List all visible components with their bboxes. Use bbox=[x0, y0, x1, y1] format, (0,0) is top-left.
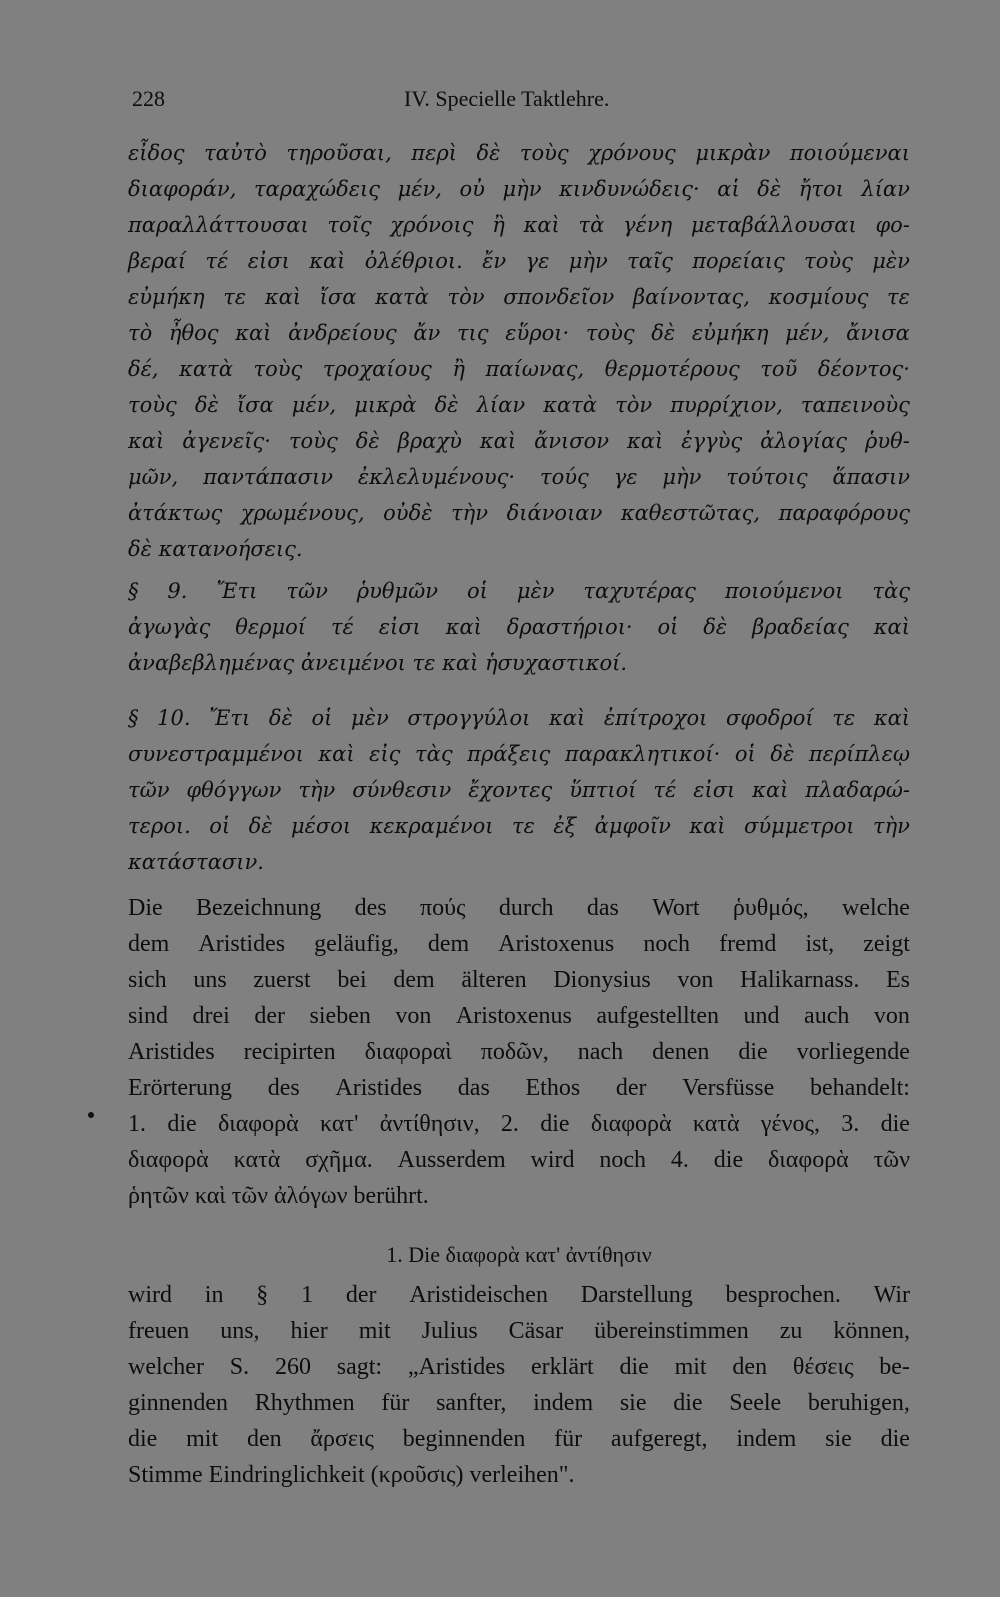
text-line: τοὺς δὲ ἴσα μέν, μικρὰ δὲ λίαν κατὰ τὸν πυρρίχιον, ταπεινοὺς bbox=[128, 393, 910, 417]
text-line: συνεστραμμένοι καὶ εἰς τὰς πράξεις παρακλητικοί· οἱ δὲ περίπλεῳ bbox=[128, 742, 910, 766]
german-paragraph-2 bbox=[128, 1277, 910, 1493]
text-line: κατάστασιν. bbox=[128, 850, 264, 874]
greek-paragraph-2 bbox=[128, 573, 910, 681]
text-line: τῶν φθόγγων τὴν σύνθεσιν ἔχοντες ὕπτιοί τέ εἰσι καὶ πλαδαρώ- bbox=[128, 778, 910, 802]
text-line: διαφορὰ κατὰ σχῆμα. Ausserdem wird noch 4. die διαφορὰ τῶν bbox=[128, 1147, 910, 1173]
text-line: Erörterung des Aristides das Ethos der Versfüsse behandelt: bbox=[128, 1075, 910, 1101]
text-line: εἶδος ταὐτὸ τηροῦσαι, περὶ δὲ τοὺς χρόνους μικρὰν ποιούμεναι bbox=[128, 141, 910, 165]
text-line: § 10. Ἔτι δὲ οἱ μὲν στρογγύλοι καὶ ἐπίτροχοι σφοδροί τε καὶ bbox=[128, 706, 910, 730]
text-line: Aristides recipirten διαφοραὶ ποδῶν, nach denen die vorliegende bbox=[128, 1039, 910, 1065]
text-line: sich uns zuerst bei dem älteren Dionysius von Halikarnass. Es bbox=[128, 967, 910, 993]
german-paragraph-1 bbox=[128, 890, 910, 1214]
section-heading: 1. Die διαφορὰ κατ' ἀντίθησιν bbox=[386, 1242, 652, 1267]
greek-paragraph-1 bbox=[128, 135, 910, 567]
text-line: wird in § 1 der Aristideischen Darstellung besprochen. Wir bbox=[128, 1282, 910, 1308]
text-line: ginnenden Rhythmen für sanfter, indem sie die Seele beruhigen, bbox=[128, 1390, 910, 1416]
running-title: IV. Specielle Taktlehre. bbox=[404, 86, 610, 111]
text-line: die mit den ἄρσεις beginnenden für aufgeregt, indem sie die bbox=[128, 1426, 910, 1452]
text-line: δὲ κατανοήσεις. bbox=[128, 537, 303, 561]
text-line: εὐμήκη τε καὶ ἴσα κατὰ τὸν σπονδεῖον βαίνοντας, κοσμίους τε bbox=[128, 285, 910, 309]
text-line: τεροι. οἱ δὲ μέσοι κεκραμένοι τε ἐξ ἀμφοῖν καὶ σύμμετροι τὴν bbox=[128, 814, 910, 838]
text-line: 1. die διαφορὰ κατ' ἀντίθησιν, 2. die διαφορὰ κατὰ γένος, 3. die bbox=[128, 1111, 910, 1137]
text-line: freuen uns, hier mit Julius Cäsar übereinstimmen zu können, bbox=[128, 1318, 910, 1344]
text-line: Stimme Eindringlichkeit (κροῦσις) verleihen". bbox=[128, 1462, 575, 1488]
text-line: welcher S. 260 sagt: „Aristides erklärt die mit den θέσεις be- bbox=[128, 1354, 910, 1380]
text-line: ἀναβεβλημένας ἀνειμένοι τε καὶ ἡσυχαστικοί. bbox=[128, 651, 628, 675]
text-line: παραλλάττουσαι τοῖς χρόνοις ἢ καὶ τὰ γένη μεταβάλλουσαι φο- bbox=[128, 213, 910, 237]
page-header bbox=[132, 86, 892, 122]
text-line: διαφοράν, ταραχώδεις μέν, οὐ μὴν κινδυνώδεις· αἱ δὲ ἤτοι λίαν bbox=[128, 177, 910, 201]
text-line: ἀτάκτως χρωμένους, οὐδὲ τὴν διάνοιαν καθεστῶτας, παραφόρους bbox=[128, 501, 910, 525]
text-line: ῥητῶν καὶ τῶν ἀλόγων berührt. bbox=[128, 1183, 429, 1209]
text-line: § 9. Ἔτι τῶν ῥυθμῶν οἱ μὲν ταχυτέρας ποιούμενοι τὰς bbox=[128, 579, 910, 603]
page-number: 228 bbox=[132, 86, 165, 111]
text-line: βεραί τέ εἰσι καὶ ὀλέθριοι. ἔν γε μὴν ταῖς πορείαις τοὺς μὲν bbox=[128, 249, 910, 273]
greek-paragraph-3 bbox=[128, 700, 910, 880]
text-line: δέ, κατὰ τοὺς τροχαίους ἢ παίωνας, θερμοτέρους τοῦ δέοντος· bbox=[128, 357, 910, 381]
text-line: Die Bezeichnung des πούς durch das Wort ῥυθμός, welche bbox=[128, 895, 910, 921]
text-line: τὸ ἦθος καὶ ἀνδρείους ἄν τις εὕροι· τοὺς δὲ εὐμήκη μέν, ἄνισα bbox=[128, 321, 910, 345]
text-line: sind drei der sieben von Aristoxenus aufgestellten und auch von bbox=[128, 1003, 910, 1029]
margin-dot bbox=[88, 1112, 94, 1118]
text-line: μῶν, παντάπασιν ἐκλελυμένους· τούς γε μὴν τούτοις ἅπασιν bbox=[128, 465, 910, 489]
text-line: καὶ ἀγενεῖς· τοὺς δὲ βραχὺ καὶ ἄνισον καὶ ἐγγὺς ἀλογίας ῥυθ- bbox=[128, 429, 910, 453]
text-line: dem Aristides geläufig, dem Aristoxenus noch fremd ist, zeigt bbox=[128, 931, 910, 957]
text-line: ἀγωγὰς θερμοί τέ εἰσι καὶ δραστήριοι· οἱ δὲ βραδείας καὶ bbox=[128, 615, 910, 639]
